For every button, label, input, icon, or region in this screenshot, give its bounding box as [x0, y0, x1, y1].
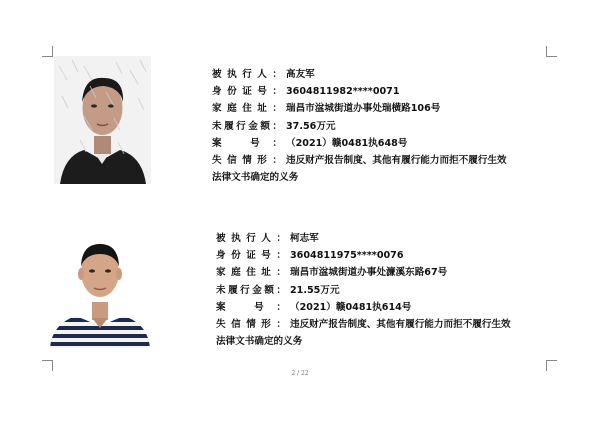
- case-row: [212, 135, 552, 152]
- name-label: 被执行人：: [212, 69, 282, 80]
- debtor-name: 高友军: [286, 69, 315, 80]
- case-label: 案 号：: [216, 301, 286, 313]
- case-label: 案 号：: [212, 137, 282, 149]
- crop-mark-top-left: [42, 46, 53, 57]
- person-photo-2: [50, 228, 150, 348]
- reason-row: [212, 152, 552, 169]
- case-number: （2021）赣0481执614号: [290, 301, 412, 313]
- debtor-name: 柯志军: [290, 233, 319, 244]
- name-row: [212, 66, 552, 83]
- reason-row: [216, 316, 552, 333]
- name-label: 被执行人：: [216, 233, 286, 244]
- page-number: 2 / 22: [291, 370, 309, 377]
- reason-continuation: [212, 169, 552, 186]
- case-number: （2021）赣0481执648号: [286, 137, 408, 149]
- debtor-record-2: [216, 230, 552, 350]
- reason-line-2: 法律文书确定的义务: [212, 172, 299, 184]
- address-row: [216, 264, 552, 281]
- case-row: [216, 299, 552, 316]
- id-label: 身份证号：: [216, 250, 286, 262]
- amount-row: [216, 282, 552, 299]
- reason-continuation: [216, 333, 552, 350]
- amount-row: [212, 118, 552, 135]
- debtor-record-1: [212, 66, 552, 186]
- address-label: 家庭住址：: [212, 103, 282, 115]
- amount-label: 未履行金额：: [212, 120, 282, 132]
- person-photo-1: [54, 56, 151, 184]
- reason-label: 失信情形：: [216, 319, 286, 331]
- address-label: 家庭住址：: [216, 267, 286, 279]
- address-value: 瑞昌市湓城街道办事处濂溪东路67号: [290, 267, 448, 279]
- reason-label: 失信情形：: [212, 155, 282, 167]
- id-number: 3604811975****0076: [290, 250, 404, 262]
- amount-label: 未履行金额：: [216, 284, 286, 296]
- name-row: [216, 230, 552, 247]
- amount-value: 37.56万元: [286, 120, 336, 132]
- address-row: [212, 100, 552, 117]
- crop-mark-top-right: [546, 46, 557, 57]
- reason-line-1: 违反财产报告制度、其他有履行能力而拒不履行生效: [290, 319, 511, 331]
- id-number: 3604811982****0071: [286, 86, 400, 98]
- address-value: 瑞昌市湓城街道办事处瑞横路106号: [286, 103, 441, 115]
- reason-line-1: 违反财产报告制度、其他有履行能力而拒不履行生效: [286, 155, 507, 167]
- id-row: [212, 83, 552, 100]
- amount-value: 21.55万元: [290, 284, 340, 296]
- id-label: 身份证号：: [212, 86, 282, 98]
- reason-line-2: 法律文书确定的义务: [216, 336, 303, 348]
- id-row: [216, 247, 552, 264]
